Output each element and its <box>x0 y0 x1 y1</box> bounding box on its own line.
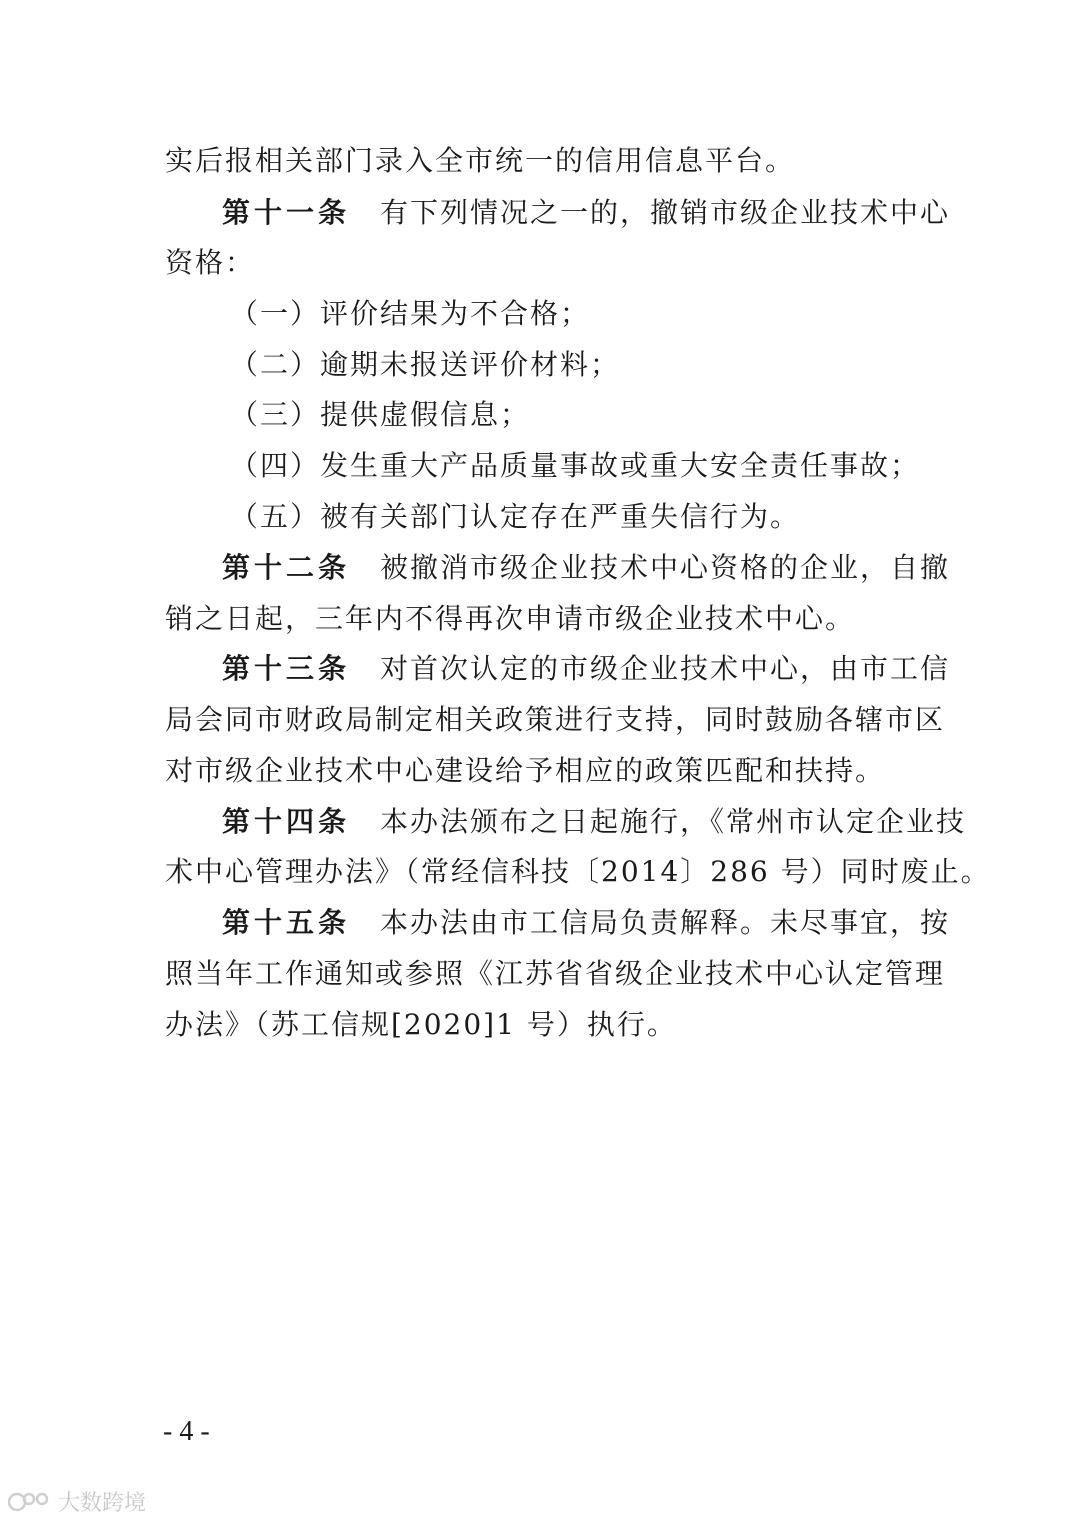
body-line: 局会同市财政局制定相关政策进行支持，同时鼓励各辖市区 <box>165 703 946 736</box>
article-heading: 第十三条 <box>222 652 351 685</box>
body-line: 照当年工作通知或参照《江苏省省级企业技术中心认定管理 <box>165 957 946 990</box>
list-item: （一）评价结果为不合格； <box>230 297 591 330</box>
body-line: 资格： <box>165 246 256 279</box>
article-11-line: 第十一条 有下列情况之一的，撤销市级企业技术中心 <box>222 196 951 229</box>
article-13-line: 第十三条 对首次认定的市级企业技术中心，由市工信 <box>222 652 951 685</box>
body-line: 实后报相关部门录入全市统一的信用信息平台。 <box>165 144 796 177</box>
list-item: （五）被有关部门认定存在严重失信行为。 <box>230 500 801 533</box>
body-line: 对市级企业技术中心建设给予相应的政策匹配和扶持。 <box>165 754 886 787</box>
watermark <box>8 1486 146 1517</box>
body-line: 销之日起，三年内不得再次申请市级企业技术中心。 <box>165 602 856 635</box>
body-line: 办法》（苏工信规[2020]1 号）执行。 <box>165 1008 677 1041</box>
article-heading: 第十四条 <box>222 805 351 838</box>
brand-logo-icon <box>8 1489 54 1515</box>
body-line: 术中心管理办法》（常经信科技〔2014〕286 号）同时废止。 <box>165 855 991 888</box>
list-item: （三）提供虚假信息； <box>230 398 531 431</box>
article-15-line: 第十五条 本办法由市工信局负责解释。未尽事宜，按 <box>222 906 951 939</box>
article-14-line: 第十四条 本办法颁布之日起施行，《常州市认定企业技 <box>222 805 967 838</box>
article-heading: 第十五条 <box>222 906 351 939</box>
watermark-text: 大数跨境 <box>58 1491 147 1516</box>
article-heading: 第十二条 <box>222 551 351 584</box>
page-number: - 4 - <box>163 1416 210 1447</box>
article-12-line: 第十二条 被撤消市级企业技术中心资格的企业，自撤 <box>222 551 951 584</box>
list-item: （四）发生重大产品质量事故或重大安全责任事故； <box>230 449 921 482</box>
article-heading: 第十一条 <box>222 196 351 229</box>
list-item: （二）逾期未报送评价材料； <box>230 348 621 381</box>
